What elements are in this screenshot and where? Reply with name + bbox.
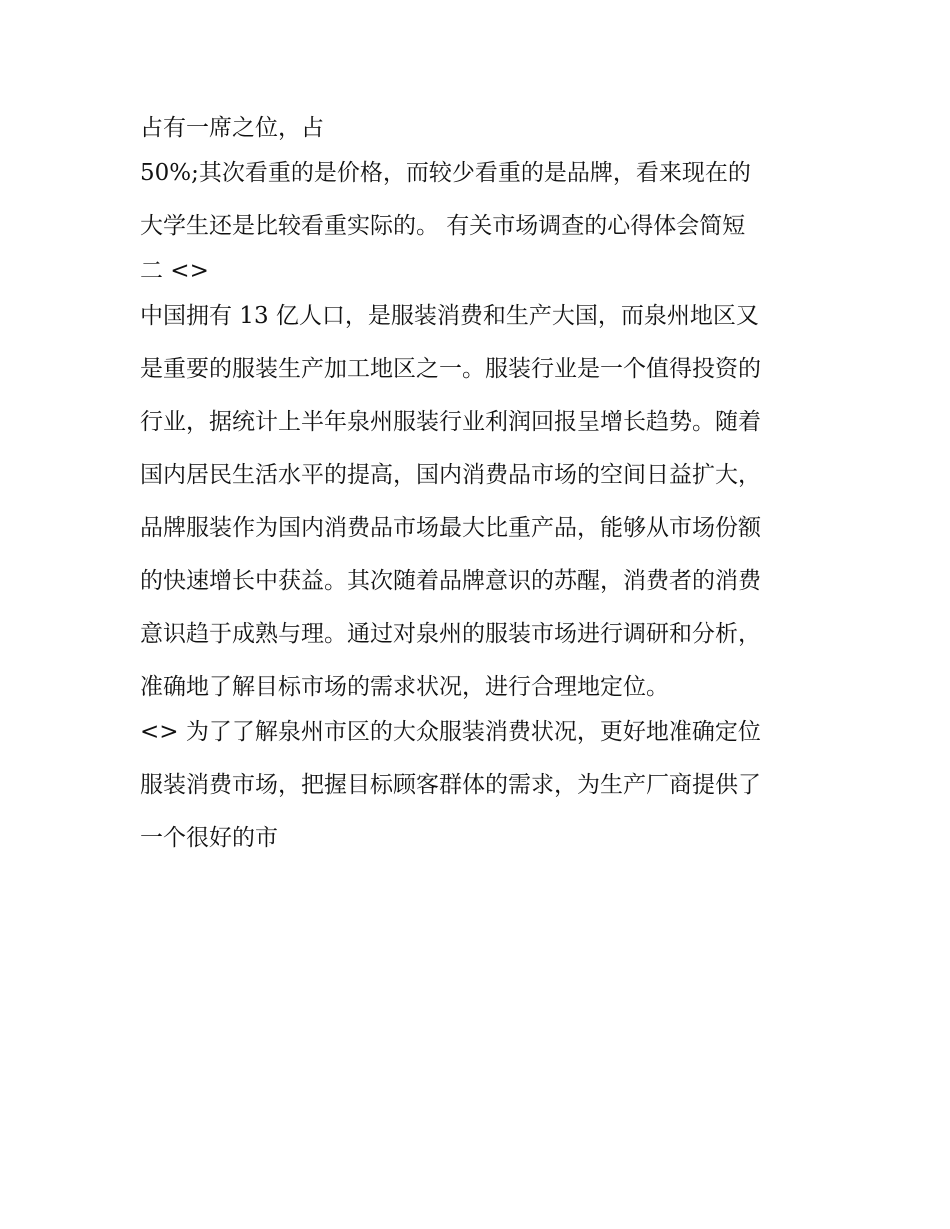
text-line: 是重要的服装生产加工地区之一。服装行业是一个值得投资的: [140, 356, 761, 382]
text-line: 50%;其次看重的是价格，而较少看重的是品牌，看来现在的: [140, 160, 751, 186]
text-line: 二 <>: [140, 258, 209, 284]
text-line: 品牌服装作为国内消费品市场最大比重产品，能够从市场份额: [140, 515, 761, 541]
text-line: 准确地了解目标市场的需求状况，进行合理地定位。: [140, 674, 669, 700]
text-line: 中国拥有 13 亿人口，是服装消费和生产大国，而泉州地区又: [140, 303, 759, 329]
text-line: <> 为了了解泉州市区的大众服装消费状况，更好地准确定位: [140, 719, 761, 745]
text-line: 大学生还是比较看重实际的。 有关市场调查的心得体会简短: [140, 213, 746, 239]
text-line: 意识趋于成熟与理。通过对泉州的服装市场进行调研和分析，: [140, 621, 761, 647]
text-line: 的快速增长中获益。其次随着品牌意识的苏醒，消费者的消费: [140, 568, 761, 594]
text-line: 行业，据统计上半年泉州服装行业利润回报呈增长趋势。随着: [140, 409, 761, 435]
text-line: 服装消费市场，把握目标顾客群体的需求，为生产厂商提供了: [140, 772, 761, 798]
text-line: 一个很好的市: [140, 825, 278, 851]
text-line: 占有一席之位，占: [140, 115, 324, 141]
document-body: [140, 112, 820, 875]
text-line: 国内居民生活水平的提高，国内消费品市场的空间日益扩大，: [140, 462, 761, 488]
